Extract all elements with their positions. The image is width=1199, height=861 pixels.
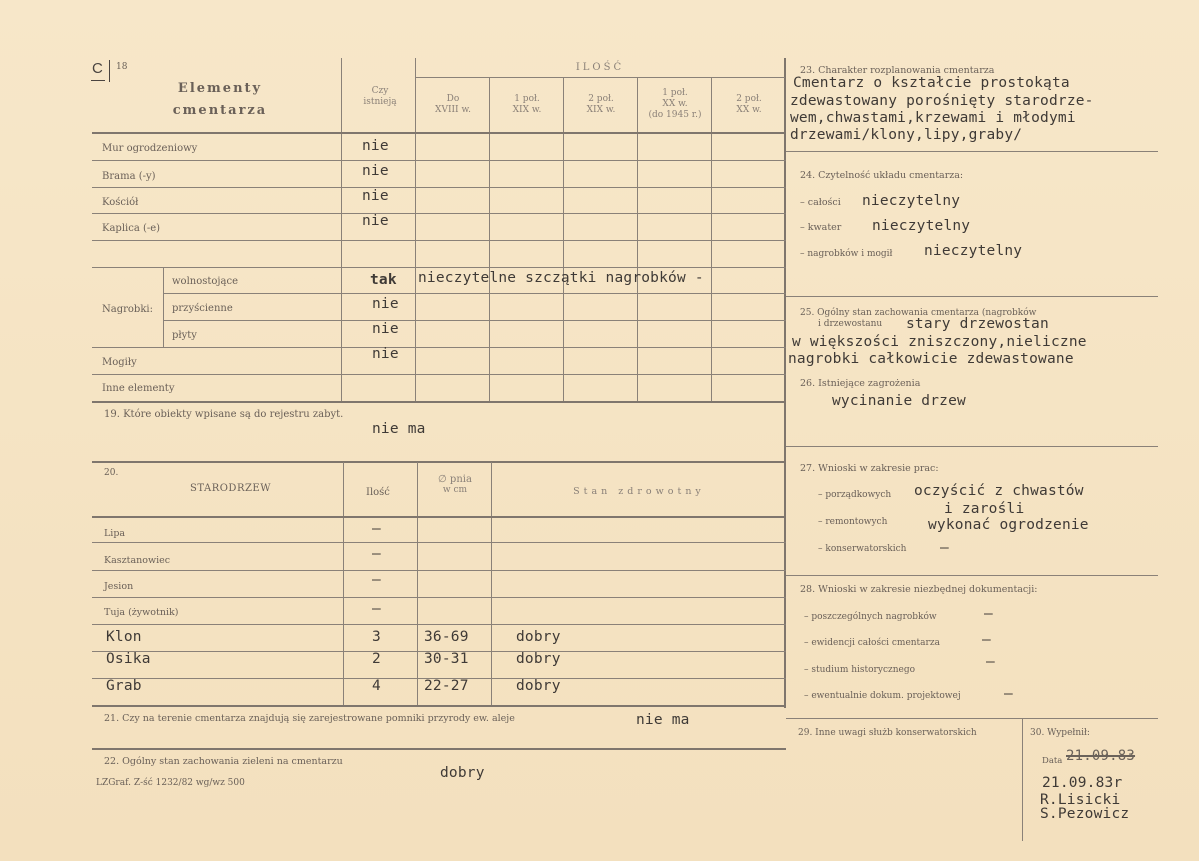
q29-label: 29. Inne uwagi służb konserwatorskich	[798, 728, 977, 738]
q24-nagrobkow-label: – nagrobków i mogił	[800, 249, 893, 259]
q30-name1: R.Lisicki	[1040, 792, 1121, 808]
q24-nagrobkow-value: nieczytelny	[924, 243, 1023, 259]
q27-porz-label: – porządkowych	[818, 490, 892, 500]
header-col2: 1 poł. XIX w.	[512, 94, 542, 115]
label-nagrobki: Nagrobki:	[102, 304, 153, 315]
tree-obwod: 30-31	[424, 651, 469, 667]
q25-line: nagrobki całkowicie zdewastowane	[788, 351, 1074, 367]
value-przysc: nie	[372, 296, 399, 312]
q24-calosci-label: – całości	[800, 197, 841, 208]
footer-print: LZGraf. Z-ść 1232/82 wg/wz 500	[96, 778, 245, 788]
q27-rem-value: wykonać ogrodzenie	[928, 517, 1089, 533]
q27-kons-label: – konserwatorskich	[818, 544, 907, 554]
q28-label: 28. Wnioski w zakresie niezbędnej dokumentacji:	[800, 584, 1038, 595]
label-kosciol: Kościół	[102, 197, 139, 208]
q24-kwater-value: nieczytelny	[872, 218, 971, 234]
label-brama: Brama (-y)	[102, 171, 156, 182]
corner-letter: C	[92, 60, 103, 77]
label-wolno: wolnostojące	[172, 276, 238, 287]
q20-stan: Stan zdrowotny	[573, 486, 705, 497]
q23-line: wem,chwastami,krzewami i młodymi	[790, 110, 1076, 126]
q30-date: 21.09.83r	[1042, 775, 1123, 791]
tree-name: Lipa	[104, 528, 126, 539]
q30-name2: S.Pezowicz	[1040, 806, 1130, 822]
q27-porz-line2: i zarośli	[944, 501, 1025, 517]
q19-label: 19. Które obiekty wpisane są do rejestru zabyt.	[104, 409, 344, 420]
label-plyty: płyty	[172, 330, 197, 341]
header-czy: Czy istnieją	[363, 86, 397, 107]
tree-stan: dobry	[516, 629, 561, 645]
q24-calosci-value: nieczytelny	[862, 193, 961, 209]
tree-ilosc: –	[372, 601, 381, 617]
header-col1: Do XVIII w.	[435, 94, 471, 115]
value-mogily: nie	[372, 346, 399, 362]
q28-item-label: – ewidencji całości cmentarza	[804, 638, 940, 648]
q25-line: stary drzewostan	[906, 316, 1049, 332]
tree-stan: dobry	[516, 678, 561, 694]
q28-item-label: – studium historycznego	[804, 665, 916, 675]
q30-data-label: Data	[1042, 756, 1063, 766]
tree-name: Klon	[106, 629, 142, 645]
q27-porz-line1: oczyścić z chwastów	[914, 483, 1084, 499]
q28-item-label: – ewentualnie dokum. projektowej	[804, 691, 961, 701]
label-kaplica: Kaplica (-e)	[102, 223, 161, 234]
tree-ilosc: –	[372, 546, 381, 562]
tree-ilosc: 2	[372, 651, 381, 667]
q30-struck-date: 21.09.83	[1066, 748, 1136, 764]
value-mur: nie	[362, 138, 389, 154]
q21-label: 21. Czy na terenie cmentarza znajdują się zarejestrowane pomniki przyrody ew. aleje	[104, 713, 515, 724]
q28-item-value: –	[1004, 686, 1013, 702]
tree-ilosc: –	[372, 572, 381, 588]
q28-item-label: – poszczególnych nagrobków	[804, 612, 937, 622]
tree-ilosc: 4	[372, 678, 381, 694]
tree-stan: dobry	[516, 651, 561, 667]
q20-obwod: ∅ pnia w cm	[438, 474, 472, 495]
tree-obwod: 36-69	[424, 629, 469, 645]
q20-number: 20.	[104, 468, 119, 478]
q22-label: 22. Ogólny stan zachowania zieleni na cmentarzu	[104, 756, 343, 767]
label-inne: Inne elementy	[102, 383, 175, 394]
q20-ilosc: Ilość	[366, 487, 390, 498]
header-col4: 1 poł. XX w. (do 1945 r.)	[648, 88, 702, 120]
q30-label: 30. Wypełnił:	[1030, 728, 1090, 738]
q26-value: wycinanie drzew	[832, 393, 966, 409]
q20-starodrzew: STARODRZEW	[190, 483, 271, 494]
q24-label: 24. Czytelność układu cmentarza:	[800, 170, 964, 181]
corner-number: 18	[116, 62, 128, 72]
header-col5: 2 poł. XX w.	[736, 94, 762, 115]
q28-item-value: –	[986, 654, 995, 670]
label-mur: Mur ogrodzeniowy	[102, 143, 198, 154]
q28-item-value: –	[982, 632, 991, 648]
tree-name: Jesion	[104, 581, 134, 592]
label-przysc: przyścienne	[172, 303, 233, 314]
tree-obwod: 22-27	[424, 678, 469, 694]
value-wolno: tak	[370, 272, 397, 288]
q26-label: 26. Istniejące zagrożenia	[800, 378, 921, 389]
q28-item-value: –	[984, 606, 993, 622]
q23-line: zdewastowany porośnięty starodrze-	[790, 93, 1094, 109]
q27-rem-label: – remontowych	[818, 517, 888, 527]
q22-value: dobry	[440, 765, 485, 781]
q24-kwater-label: – kwater	[800, 222, 842, 233]
q23-line: drzewami/klony,lipy,graby/	[790, 127, 1023, 143]
value-brama: nie	[362, 163, 389, 179]
q21-value: nie ma	[636, 712, 690, 728]
header-col3: 2 poł. XIX w.	[586, 94, 616, 115]
value-kosciol: nie	[362, 188, 389, 204]
tree-name: Grab	[106, 678, 142, 694]
q23-label: 23. Charakter rozplanowania cmentarza	[800, 65, 995, 76]
tree-name: Kasztanowiec	[104, 555, 171, 566]
q19-value: nie ma	[372, 421, 426, 437]
header-ilosc: ILOŚĆ	[575, 62, 625, 73]
value-plyty: nie	[372, 321, 399, 337]
label-mogily: Mogiły	[102, 357, 137, 368]
tree-name: Tuja (żywotnik)	[104, 607, 179, 618]
q23-line: Cmentarz o kształcie prostokąta	[793, 75, 1070, 91]
tree-name: Osika	[106, 651, 151, 667]
tree-ilosc: –	[372, 521, 381, 537]
header-elements: Elementy cmentarza	[172, 81, 268, 118]
value-kaplica: nie	[362, 213, 389, 229]
q27-label: 27. Wnioski w zakresie prac:	[800, 463, 939, 474]
note-wolno: nieczytelne szczątki nagrobków -	[418, 270, 704, 286]
q25-line: w większości zniszczony,nieliczne	[792, 334, 1087, 350]
tree-ilosc: 3	[372, 629, 381, 645]
q25-label: 25. Ogólny stan zachowania cmentarza (nagrobków	[800, 308, 1037, 318]
q25-label2: i drzewostanu	[818, 319, 883, 329]
q27-kons-value: –	[940, 540, 949, 556]
